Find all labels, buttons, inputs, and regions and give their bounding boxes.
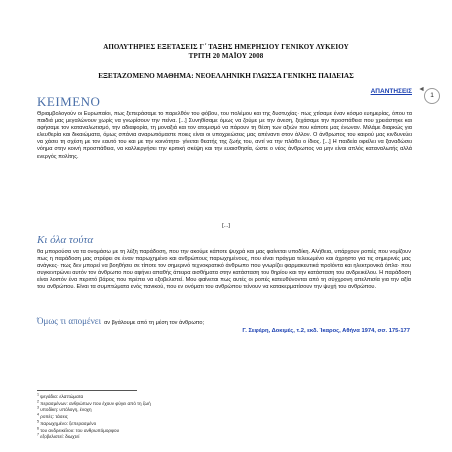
closing-rest: αν βγάλουμε από τη μέση τον άνθρωπο; xyxy=(103,320,205,326)
margin-arrow-icon: ◄ xyxy=(418,86,425,93)
main-text-paragraph: Θριαμβολογούν οι Ευρωπαίοι, πως ξεπεράσαμε το παρελθόν του φόβου, του πολέμου και της δυστυχίας· πως χτίσαμε έναν κόσμο ευημερίας, όπου τα παιδιά μας μεγαλώνουν χωρίς να γνωρίσουν την πείνα. [...] Συνηθίσαμε όμως να ζούμε με την άνεση, ξεχάσαμε την προσπάθεια που χρειάστηκε και αφήσαμε τον καταναλωτισμό, την αδιαφορία, τη μοναξιά και τον ατομισμό να πάρουν τη θέση των αξιών που κάποτε μας ένωναν. Μιλάμε διαρκώς για ελευθερία και δικαιώματα, όμως σπάνια αναρωτιόμαστε ποιες είναι οι υποχρεώσεις μας απέναντι στον άλλον. Ο άνθρωπος του καιρού μας κινδυνεύει να χάσει τη σχέση με τον εαυτό του και με την κοινότητα· γίνεται θεατής της ζωής του, αντί να την πλάθει ο ίδιος. [...] Η παιδεία οφείλει να ξαναδώσει νόημα στην κοινή προσπάθεια, να καλλιεργήσει την κριτική σκέψη και την ευαισθησία, ώστε ο νέος άνθρωπος να μην είναι απλός καταναλωτής αλλά ενεργός πολίτης. xyxy=(37,111,412,160)
closing-lead-words: Όμως τι απομένει xyxy=(37,316,101,326)
exam-header-title: ΑΠΟΛΥΤΗΡΙΕΣ ΕΞΕΤΑΣΕΙΣ Γ΄ ΤΑΞΗΣ ΗΜΕΡΗΣΙΟΥ ΓΕΝΙΚΟΥ ΛΥΚΕΙΟΥ xyxy=(103,43,349,51)
footnote-item: $^1$ ψεγάδια: ελαττώματα xyxy=(37,392,84,399)
footnote-item: $^4$ ροπές: τάσεις xyxy=(37,412,68,420)
footnote-item: $^7$ εξοβελιστεί: διωχτεί xyxy=(37,432,80,440)
footnote-item: $^3$ υποδίκη: υπόλογη, ένοχη xyxy=(37,405,92,413)
exam-header-date: ΤΡΙΤΗ 20 ΜΑΪΟΥ 2008 xyxy=(188,52,264,60)
section-title-excerpt: Κι όλα τούτα xyxy=(37,234,94,246)
footnote-list xyxy=(37,394,337,441)
page-badge[interactable]: 1 xyxy=(424,88,440,104)
answers-link[interactable]: ΑΠΑΝΤΗΣΕΙΣ xyxy=(370,88,412,95)
exam-subject: ΕΞΕΤΑΖΟΜΕΝΟ ΜΑΘΗΜΑ: ΝΕΟΕΛΛΗΝΙΚΗ ΓΛΩΣΣΑ ΓΕΝΙΚΗΣ ΠΑΙΔΕΙΑΣ xyxy=(98,72,354,80)
source-citation: Γ. Σεφέρη, Δοκιμές, τ.2, εκδ. Ίκαρος, Αθήνα 1974, σσ. 175-177 xyxy=(242,328,410,334)
excerpt-closing-line xyxy=(37,316,204,326)
excerpt-paragraph: θα μπορούσα να τα ονομάσω με τη λέξη παράδοση, που την ακούμε κάποτε ψυχρά και μας φαίνεται υποδίκη. Αλήθεια, υπάρχουν ροπές που νομίζουν πως η παράδοση μας στρέφει σε έναν παρωχημένο και ανθρώπους παρωχημένους, που είναι πράγμα τελειωμένο και άχρηστο για τις σημερινές μας ανάγκες· πως δεν μπορεί να βοηθήσει σε τίποτε τον σημερινό τεχνοκρατικό άνθρωπο που γνωρίζει φαρμακευτικά προϊόντα και ηλεκτρονικά όπλα· που συγκεντρώνει αυτόν τον άνθρωπο που αφήνει απαθής άπειρα αισθήματα στην κατάσταση του θηρίου και την κατάσταση του ανδρεικέλου. Η παράδοση είναι λοιπόν ένα περιττό βάρος που πρέπει να εξοβελιστεί. Μου φαίνεται πως αυτές οι ροπές κατευθύνονται από τη σύγχρονη απελπισία για την αξία του ανθρώπου. Είναι τα συμπτώματα ενός πανικού, που εν ονόματι του ανθρώπου τείνουν να κατακερματίσουν την ψυχή του ανθρώπου. xyxy=(37,249,411,291)
footnote-item: $^5$ παρωχημένο: ξεπερασμένο xyxy=(37,419,97,426)
footnote-item: $^2$ περασμένων: ανθρώπων που έχουν φύγει από τη ζωή xyxy=(37,399,151,406)
footnote-divider xyxy=(37,390,137,391)
footnote-item: $^6$ του ανδρεικέλου: του ανθρωπόμορφου xyxy=(37,425,120,433)
section-title-text: ΚΕΙΜΕΝΟ xyxy=(37,94,101,109)
omission-mark: [...] xyxy=(222,223,230,229)
